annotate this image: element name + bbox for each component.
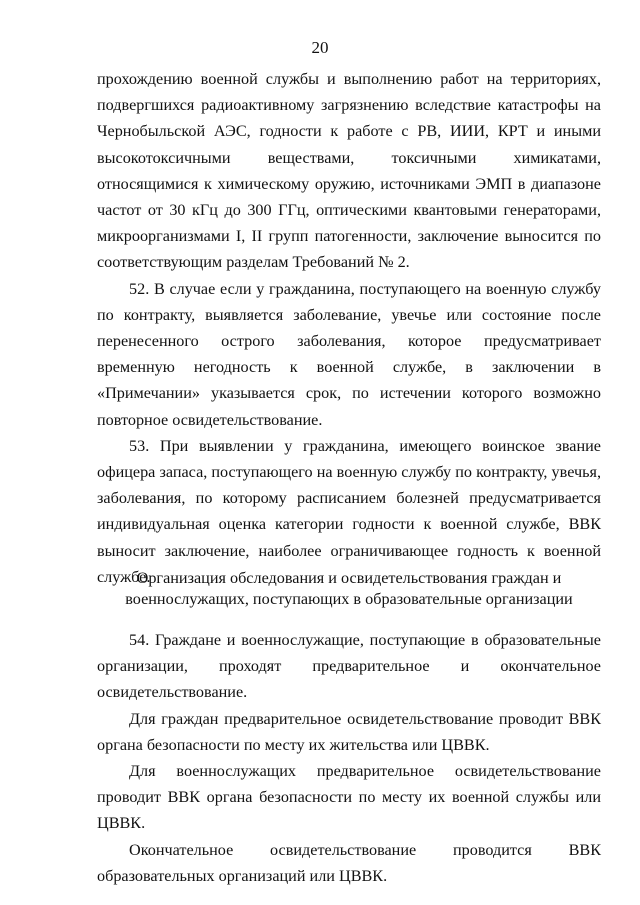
paragraph-continuation: прохождению военной службы и выполнению работ на территориях, подвергшихся радиоактивному загрязнению вследствие катастрофы на Чернобыльской АЭС, годности к работе с РВ, ИИИ, КРТ и иными высокотоксичными веществами, токсичными химикатами, относящимися к химическому оружию, источниками ЭМП в диапазоне частот от 30 кГц до 300 ГГц, оптическими квантовыми генераторами, микроорганизмами I, II групп патогенности, заключение выносится по соответствующим разделам Требований № 2.	[97, 70, 601, 272]
paragraph-preliminary-citizens: Для граждан предварительное освидетельствование проводит ВВК органа безопасности по месту их жительства или ЦВВК.	[97, 709, 601, 754]
section-heading	[97, 568, 601, 610]
paragraph-54: 54. Граждане и военнослужащие, поступающие в образовательные организации, проходят предварительное и окончательное освидетельствование.	[97, 631, 601, 702]
paragraph-53: 53. При выявлении у гражданина, имеющего воинское звание офицера запаса, поступающего на военную службу по контракту, увечья, заболевания, по которому расписанием болезней предусматривается индивидуальная оценка категории годности к военной службе, ВВК выносит заключение, наиболее ограничивающее годность к военной службе.	[97, 436, 601, 586]
body-text-bottom	[97, 627, 601, 889]
section-heading-line-1: Организация обследования и освидетельствования граждан и	[136, 569, 562, 587]
body-text-top	[97, 66, 601, 590]
page-number: 20	[311, 38, 329, 57]
section-heading-line-2: военнослужащих, поступающих в образовательные организации	[125, 590, 573, 608]
paragraph-52: 52. В случае если у гражданина, поступающего на военную службу по контракту, выявляется заболевание, увечье или состояние после перенесенного острого заболевания, которое предусматривает временную негодность к военной службе, в заключении в «Примечании» указывается срок, по истечении которого возможно повторное освидетельствование.	[97, 279, 601, 429]
paragraph-preliminary-servicemen: Для военнослужащих предварительное освидетельствование проводит ВВК органа безопасности по месту их военной службы или ЦВВК.	[97, 762, 601, 833]
paragraph-final: Окончательное освидетельствование проводится ВВК образовательных организаций или ЦВВК.	[97, 840, 601, 885]
